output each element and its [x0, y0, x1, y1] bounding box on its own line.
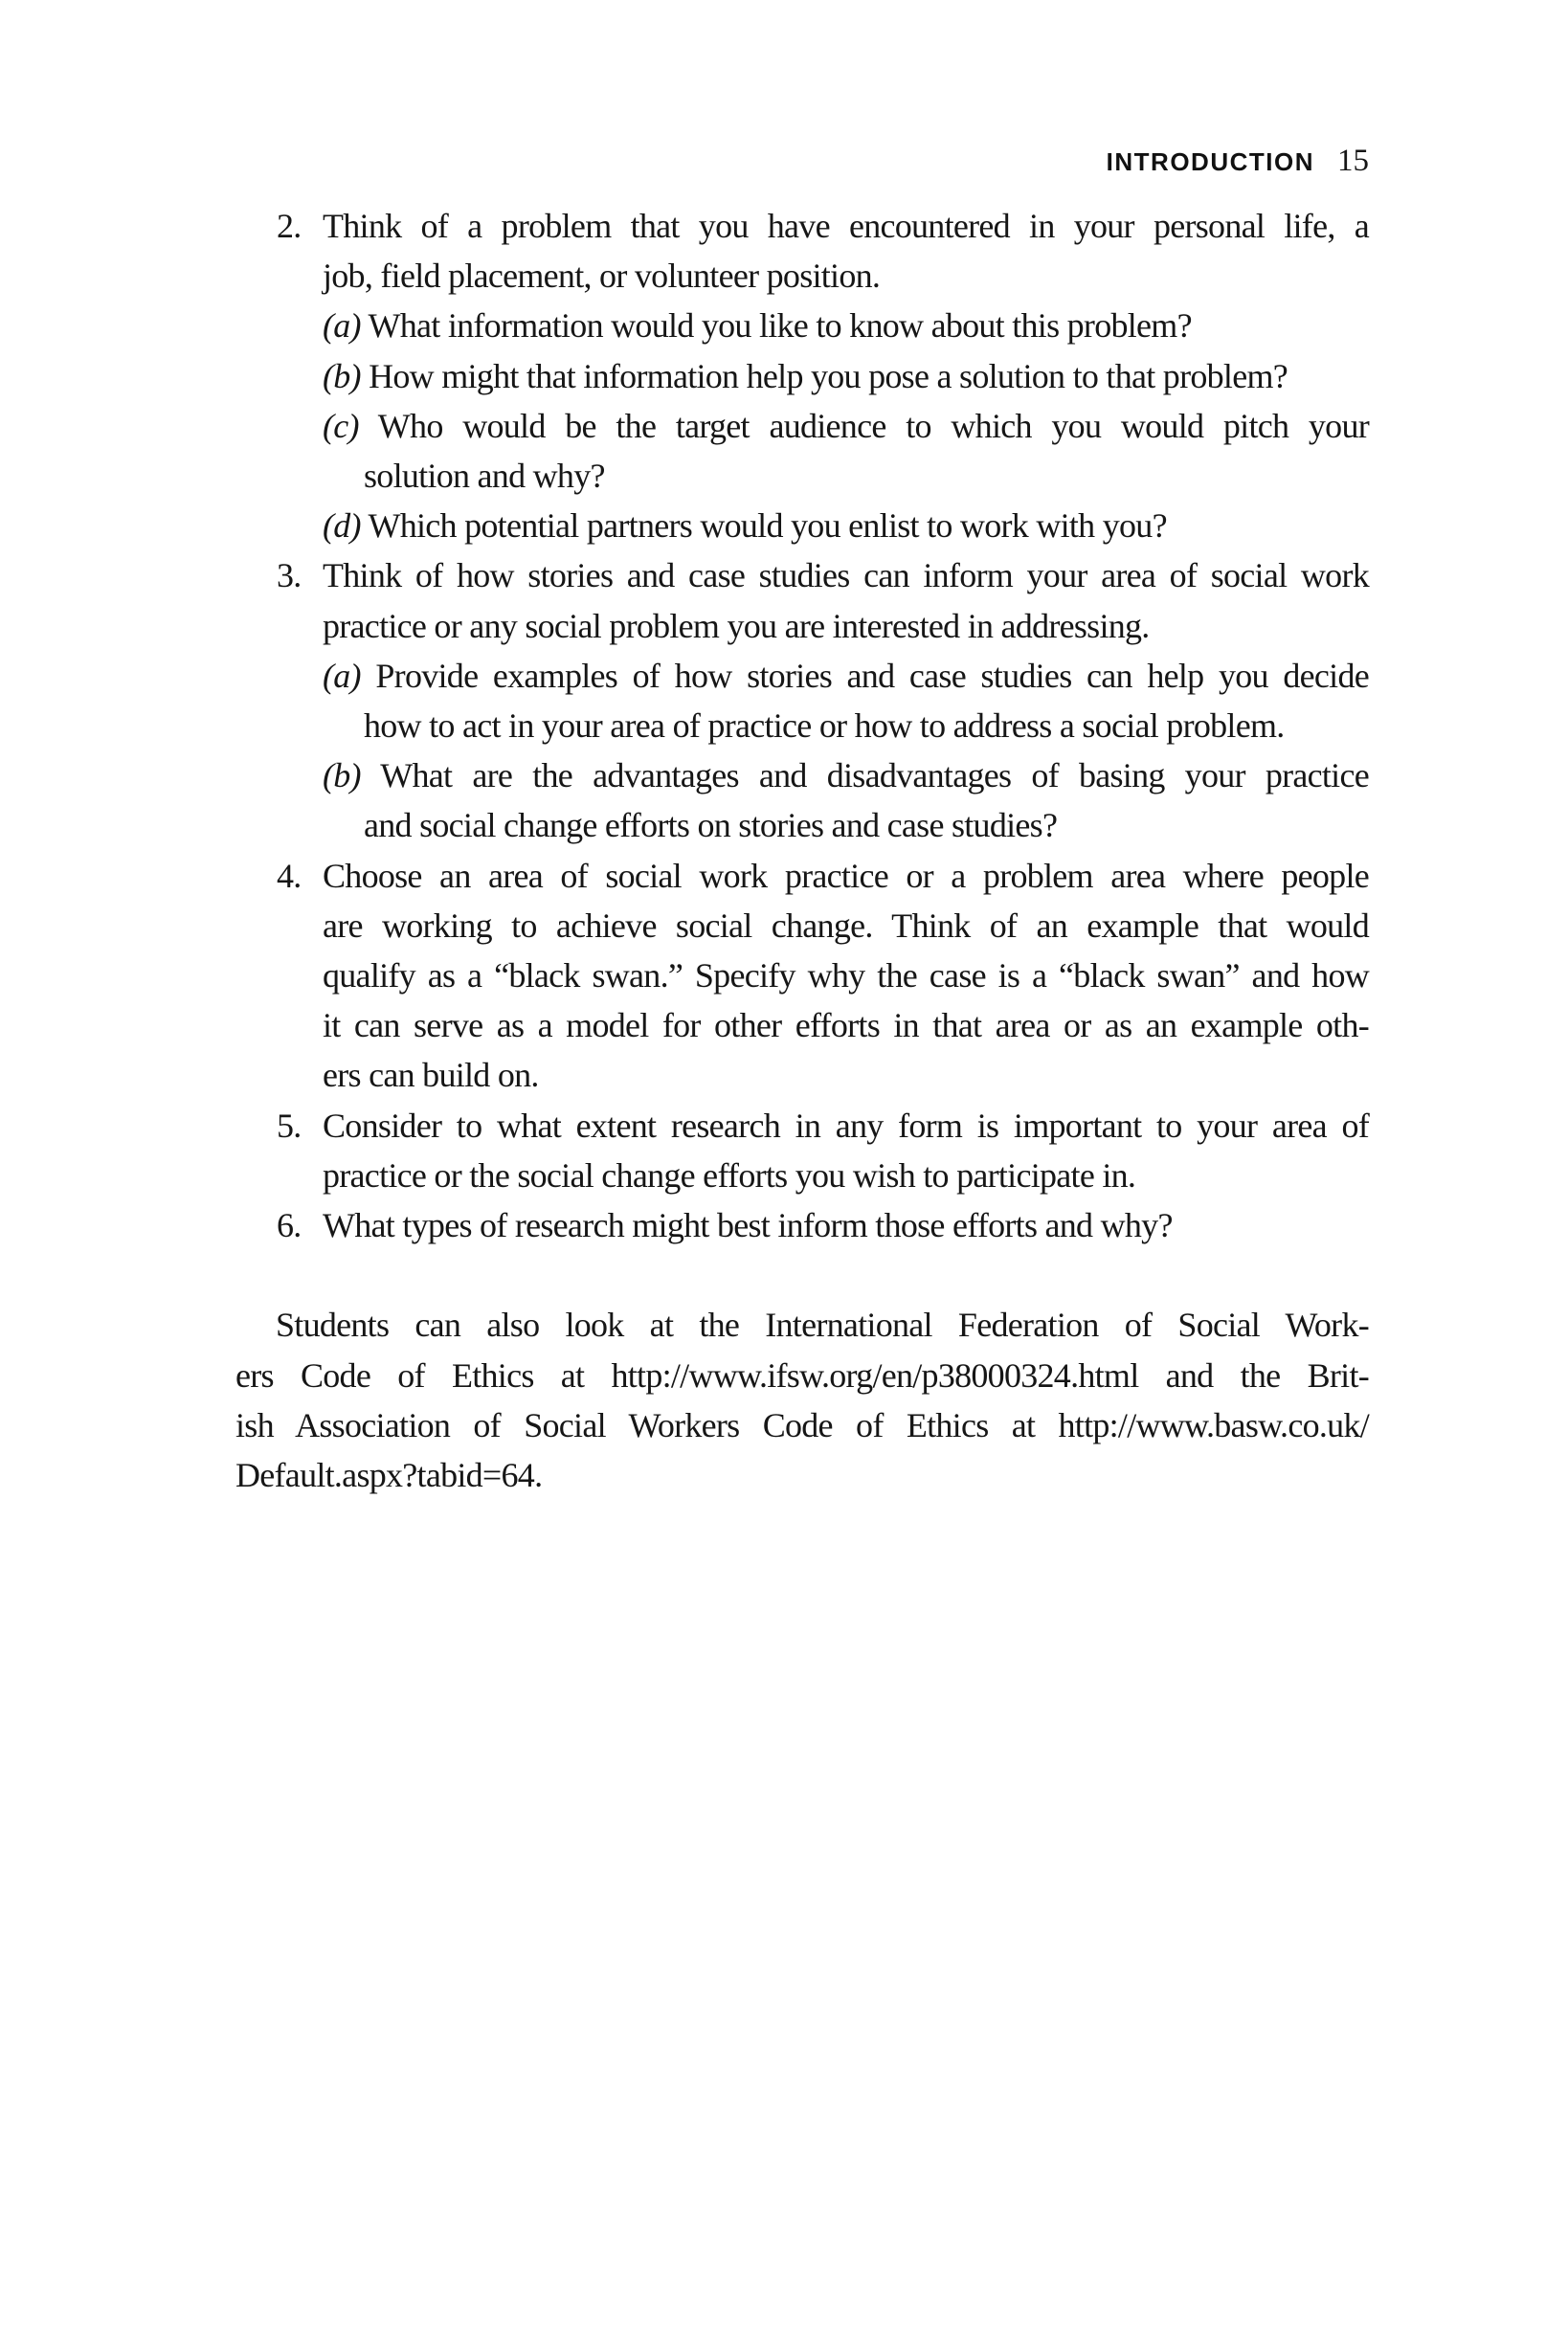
page-number: 15 [1337, 144, 1369, 178]
paragraph-line: Students can also look at the International Federation of Social Work- [276, 1306, 1369, 1345]
sub-question-text: Provide examples of how stories and case studies can help you decide [375, 656, 1369, 695]
sub-question-text: and social change efforts on stories and case studies? [364, 806, 1058, 845]
question-item [235, 1101, 1369, 1200]
question-number: 2. [277, 207, 302, 245]
question-number: 6. [277, 1206, 302, 1245]
sub-question-label: (d) [323, 506, 361, 546]
question-text: it can serve as a model for other efforts in that area or as an example oth- [323, 1006, 1369, 1045]
paragraph-line: ish Association of Social Workers Code of Ethics at http://www.basw.co.uk/ [235, 1405, 1369, 1444]
question-text: Think of how stories and case studies can inform your area of social work [323, 556, 1369, 595]
sub-question-label: (a) [323, 656, 361, 695]
question-text: Consider to what extent research in any form is important to your area of [323, 1106, 1369, 1145]
question-text-line [323, 851, 1369, 901]
question-number: 3. [277, 556, 302, 595]
sub-question-line [323, 651, 1369, 701]
question-text-line [323, 1101, 1369, 1151]
question-item [235, 201, 1369, 550]
question-text: job, field placement, or volunteer position. [323, 257, 881, 296]
sub-question-line [323, 351, 1369, 401]
question-text-line [323, 1050, 1369, 1100]
question-text-line [323, 1200, 1369, 1250]
sub-question-label: (a) [323, 306, 361, 346]
page-content [235, 201, 1369, 1500]
question-text-line [323, 1151, 1369, 1200]
sub-question-text: Which potential partners would you enlist to work with you? [368, 506, 1167, 546]
running-header [235, 134, 1369, 187]
question-item [235, 1200, 1369, 1250]
sub-question-text: solution and why? [364, 457, 605, 496]
sub-question-line [323, 301, 1369, 350]
question-text: qualify as a “black swan.” Specify why the case is a “black swan” and how [323, 956, 1369, 996]
question-text: practice or the social change efforts you wish to participate in. [323, 1155, 1136, 1195]
sub-question-label: (b) [323, 756, 361, 795]
question-text-line [323, 951, 1369, 1000]
question-item [235, 851, 1369, 1101]
question-number: 4. [277, 856, 302, 895]
running-header-section: INTRODUCTION [1106, 147, 1314, 176]
sub-question-line [364, 451, 1369, 501]
sub-question-label: (b) [323, 356, 361, 395]
sub-question-text: What are the advantages and disadvantages of basing your practice [380, 756, 1369, 795]
paragraph-line: Default.aspx?tabid=64. [235, 1456, 543, 1495]
question-text: are working to achieve social change. Think of an example that would [323, 906, 1369, 945]
question-text: Choose an area of social work practice or a problem area where people [323, 856, 1369, 895]
sub-question-line [364, 800, 1369, 850]
sub-question-text: What information would you like to know about this problem? [368, 306, 1192, 346]
sub-question-text: how to act in your area of practice or how to address a social problem. [364, 706, 1285, 746]
question-item [235, 550, 1369, 850]
question-text: ers can build on. [323, 1056, 539, 1095]
paragraph-gap [235, 1250, 1369, 1300]
sub-question-line [323, 501, 1369, 550]
closing-paragraph [235, 1300, 1369, 1500]
question-text-line [323, 201, 1369, 251]
sub-question-line [323, 750, 1369, 800]
paragraph-line: ers Code of Ethics at http://www.ifsw.org/en/p38000324.html and the Brit- [235, 1355, 1369, 1395]
question-text-line [323, 601, 1369, 651]
sub-question-text: Who would be the target audience to which you would pitch your [377, 406, 1369, 445]
sub-question-label: (c) [323, 406, 359, 445]
question-text-line [323, 901, 1369, 951]
question-text-line [323, 251, 1369, 301]
question-text: Think of a problem that you have encountered in your personal life, a [323, 207, 1369, 245]
question-text: What types of research might best inform those efforts and why? [323, 1206, 1173, 1245]
question-text-line [323, 550, 1369, 600]
sub-question-line [323, 401, 1369, 451]
question-text: practice or any social problem you are interested in addressing. [323, 606, 1150, 645]
question-text-line [323, 1000, 1369, 1050]
questions-list [235, 201, 1369, 1250]
question-number: 5. [277, 1106, 302, 1145]
sub-question-text: How might that information help you pose a solution to that problem? [369, 356, 1288, 395]
sub-question-line [364, 701, 1369, 750]
